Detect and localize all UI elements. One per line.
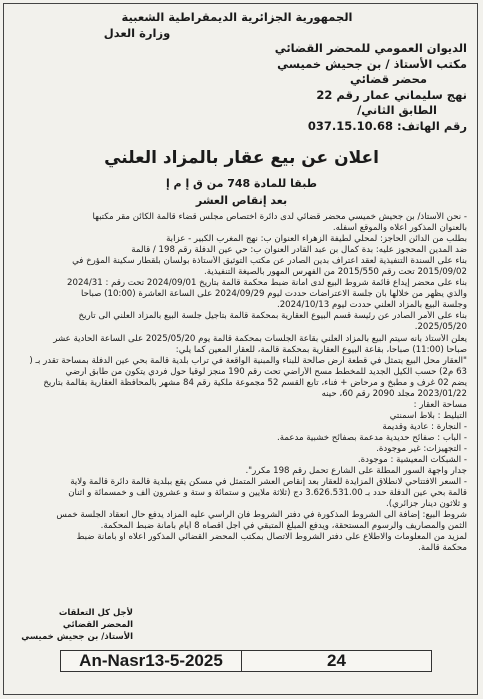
publication-date: An-Nasr13-5-2025 <box>61 651 242 671</box>
ad-body <box>17 212 467 554</box>
signature-line: لأجل كل التعلقات <box>58 608 133 618</box>
body-line: و ثلاثون دينار جزائري). <box>386 499 467 510</box>
header-republic: الجمهورية الجزائرية الديمقراطية الشعبية <box>121 10 353 24</box>
body-line: يضم 02 غرف و مطبخ و مرحاض + فناء، تابع القسم 52 مجموعة ملكية رقم 84 مشهر بالمحافظة العقارية بقالمة بتاريخ <box>43 377 467 388</box>
body-line: وجلسة البيع بالمزاد العلني حددت ليوم 2024/10/13. <box>276 300 467 311</box>
body-line: صباحا (11:00) صباحا، بقاعة البيوع العقارية بمحكمة قالمة، للعقار المعين كما يلي: <box>175 344 467 355</box>
body-line: - الباب : صفائح حديدية مدعمة بصفائح خشبية مدعمة. <box>277 432 467 443</box>
body-line: بالعنوان المذكور أعلاه والموقع أسفله. <box>332 223 467 234</box>
signature-line: الأستاذ/ بن جحيش خميسي <box>21 632 133 642</box>
header-floor: الطابق الثاني/ <box>357 103 437 117</box>
body-line: والذي يظهر من خلالها بأن جلسة الاعتراضات حددت ليوم 2024/09/29 على الساعة العاشرة (10:00) صباحا <box>80 289 467 300</box>
header-office: الديوان العمومي للمحضر القضائي <box>274 41 467 55</box>
body-line: - نحن الأستاذ/ بن جحيش خميسي محضر قضائي لدى دائرة اختصاص مجلس قضاء قالمة الكائن مقر مكتبها <box>92 212 467 222</box>
body-line: محكمة قالمة. <box>418 543 467 554</box>
body-line: جدار واجهة السور المطلة على الشارع تحمل رقم 198 مكرر". <box>245 466 467 477</box>
body-line: بطلب من الدائن الحاجز: لمحلي لطيفة الزهراء العنوان ب: نهج المغرب الكبير - عزابة <box>166 234 467 245</box>
body-line: بناء على السندة التنفيذية لعقد اعتراف بدين الصادر عن مكتب التوثيق الأستاذة بولسان بلقطار سكينة المؤرخ في <box>72 256 467 267</box>
body-line: الثمن والمصاريف والرسوم المستحقة، ويدفع المبلغ المتبقي في أجل أقصاه 8 أيام بأمانة ضبط المحكمة. <box>100 521 467 532</box>
body-line: - النجارة : عادية وقديمة <box>382 421 467 432</box>
body-line: بناء على محضر إيداع قائمة شروط البيع لدى أمانة ضبط محكمة قالمة بتاريخ 2024/09/01 تحت رقم : 2024/31 <box>67 278 467 289</box>
footer-box <box>60 650 432 672</box>
header-bailiff-name: مكتب الأستاذ / بن جحيش خميسي <box>277 56 467 71</box>
header-role: محضر قضائي <box>349 72 427 86</box>
body-line: 2023/01/22 مجلد 2090 رقم 60، حينه <box>321 388 467 399</box>
ad-header <box>7 10 467 134</box>
header-ministry: وزارة العدل <box>103 25 171 40</box>
body-line: شروط البيع: إضافة الى الشروط المذكورة في دفتر الشروط فان الراسي عليه المزاد يدفع حال انعقاد الجلسة خمس <box>56 510 467 521</box>
body-line: - التجهيزات: غير موجودة. <box>376 443 467 454</box>
body-line: مساحة العقار : <box>413 399 467 410</box>
body-line: التبليط : بلاط اسمنتي <box>389 410 467 421</box>
body-line: قالمة بحي عين الدفلة حدد بـ 3.626.531.00 دج (ثلاثة ملايين و ستمائة و ستة و عشرون ألف و خمسمائة و اثنان <box>68 488 467 499</box>
body-line: ضد المدين المحجوز عليه: بدة كمال بن عبد القادر العنوان ب: حي عين الدفلة رقم 198 / قالمة <box>131 245 467 256</box>
body-line: 2015/09/02 تحت رقم 2015/550 من الفهرس المهور بالصيغة التنفيذية. <box>204 267 467 278</box>
ad-title: اعلان عن بيع عقار بالمزاد العلني <box>104 148 379 168</box>
body-line: لمزيد من المعلومات والاطلاع على دفتر الشروط الاتصال بمكتب المحضر القضائي المذكور أعلاه أو بأمانة ضبط <box>76 532 467 543</box>
signature-line: المحضر القضائي <box>62 620 133 630</box>
header-phone: رقم الهاتف: 037.15.10.68 <box>307 118 467 133</box>
body-line: بناء على الأمر الصادر عن رئيسة قسم البيوع العقارية بمحكمة قالمة بتأجيل جلسة البيع بالمزاد العلني الى تاريخ <box>78 311 467 322</box>
body-line: - السعر الافتتاحي لانطلاق المزايدة للعقار بعد إنقاص العشر المتمثل في مسكن يقع ببلدية قالمة دائرة قالمة ولاية <box>70 477 467 488</box>
page-number: 24 <box>327 651 346 670</box>
body-line: 2025/05/20. <box>414 322 467 333</box>
ad-subtitle-article: طبقا للمادة 748 من ق إ م إ <box>165 177 318 190</box>
body-line: "العقار محل البيع يتمثل في قطعة أرض صالحة للبناء والمبنية الواقعة في تراب بلدية قالمة بحي عين الدفلة بمساحة تقدر بـ ( <box>29 355 467 366</box>
body-line: يعلن الأستاذ بأنه سيتم البيع بالمزاد العلني بقاعة الجلسات بمحكمة قالمة يوم 2025/05/20 على الساعة الحادية عشر <box>53 333 467 344</box>
header-address: نهج سليماني عمار رقم 22 <box>316 87 467 102</box>
signature-block <box>13 607 133 643</box>
ad-subtitle-reduction: بعد إنقاص العشر <box>195 194 288 207</box>
body-line: 63 م2) حسب الكيل الجديد للمخطط مسح الأراضي تحت رقم 190 منجز لوقيا حول فردي يتكون من طابق أرضي <box>65 366 467 377</box>
body-line: - الشبكات المعيشية : موجودة. <box>357 455 467 466</box>
